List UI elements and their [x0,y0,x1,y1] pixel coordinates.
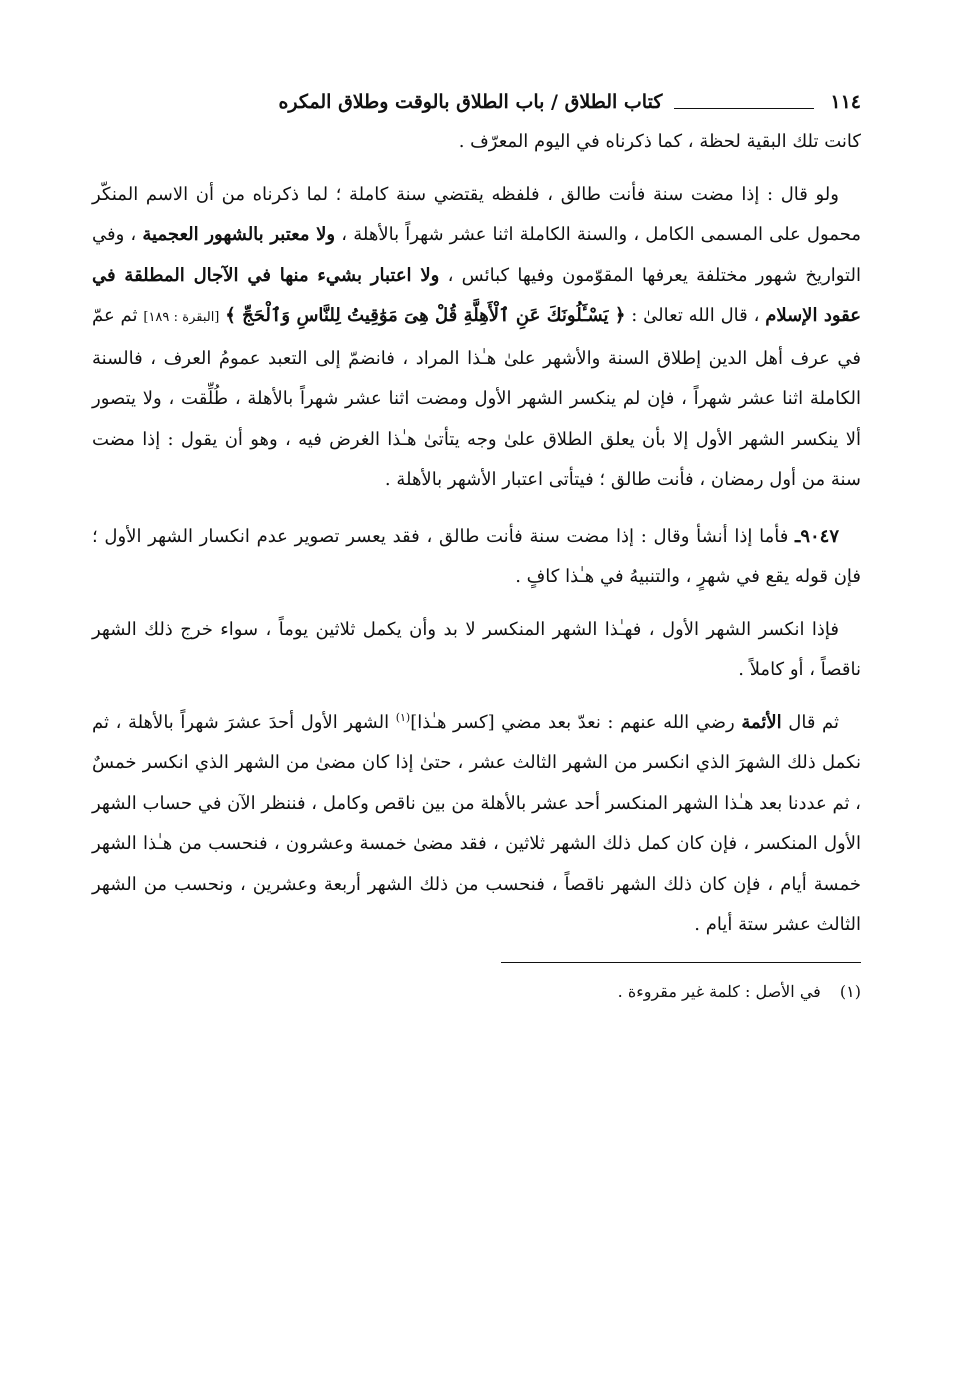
running-header [92,82,861,122]
header-rule [674,108,814,109]
footnote-rule [501,962,861,963]
quran-verse: ﴿ يَسْـَٔلُونَكَ عَنِ ٱلْأَهِلَّةِ قُلْ هِىَ مَوَٰقِيتُ لِلنَّاسِ وَٱلْحَجِّ ﴾ [225,305,626,326]
bold-phrase: الأئمة [741,711,782,733]
paragraph-number: ٩٠٤٧ـ [795,525,839,547]
text-segment: ثم قال [788,711,839,733]
text-segment: ولو قال : إذا مضت سنة فأنت طالق ، فلفظه يقتضي سنة كاملة ؛ لما ذكرناه من أن الاسم المنكّر محمول على المسمى الكامل ، والسنة الكاملة اثنا عشر شهراً بالأهلة ، [92,183,861,245]
paragraph-continuation: كانت تلك البقية لحظة ، كما ذكرناه في اليوم المعرّف . [458,131,861,152]
text-segment: ، قال الله تعالىٰ : [631,305,760,326]
text-segment: رضي الله عنهم : نعدّ بعد مضي [كسر هـٰذا] [410,711,735,733]
bold-phrase: ولا معتبر بالشهور العجمية [142,224,336,245]
footnote [92,977,861,1007]
text-segment: ، وفي التواريخ شهور مختلفة يعرفها المقوّمون وفيها كبائس ، [92,224,861,286]
text-segment: فأما إذا أنشأ وقال : إذا مضت سنة فأنت طالق ، فقد يعسر تصوير عدم انكسار الشهر الأول ؛ فإن قوله يقع في شهرٍ ، والتنبيهُ في هـٰذا كافٍ . [92,525,861,587]
text-segment: ثم عمّ في عرف أهل الدين إطلاق السنة والأشهر علىٰ هـٰذا المراد ، فانضمّ إلى التعبد عمومُ العرف ، فالسنة الكاملة اثنا عشر شهراً ، فإن لم ينكسر الشهر الأول ومضت اثنا عشر شهراً بالأهلة ، طُلِّقت ، ولا يتصور ألا ينكسر الشهر الأول إلا بأن يعلق الطلاق علىٰ وجه يتأتىٰ هـٰذا الغرض فيه ، وهو أن يقول : إذا مضت سنة من أول رمضان ، فأنت طالق ؛ فيتأتى اعتبار الأشهر بالأهلة . [92,305,861,490]
paragraph-broken-month: فإذا انكسر الشهر الأول ، فهـٰذا الشهر المنكسر لا بد وأن يكمل ثلاثين يوماً ، سواء خرج ذلك الشهر ناقصاً ، أو كاملاً . [92,618,861,680]
paragraph-year-rule [92,175,861,501]
footnote-number: (١) [839,981,861,1001]
footnote-text: في الأصل : كلمة غير مقروءة . [617,981,821,1001]
bold-phrase: ولا اعتبار بشيء منها في الآجال المطلقة في عقود الإسلام [92,264,861,326]
paragraph-9047 [92,517,861,598]
footnote-marker: (١) [395,710,411,724]
verse-reference: [البقرة : ١٨٩] [143,310,220,325]
text-segment: الشهر الأول أحدَ عشرَ شهراً بالأهلة ، ثم نكمل ذلك الشهرَ الذي انكسر من الشهر الثالث عشر ، حتىٰ إذا كان مضىٰ من الشهر الذي انكسر خمسٌ ، ثم عددنا بعد هـٰذا الشهر المنكسر أحد عشر بالأهلة من بين ناقص وكامل ، فننظر الآن في حساب الشهر الأول المنكسر ، فإن كان كمل ذلك الشهر ثلاثين ، فقد مضىٰ خمسة وعشرون ، فنحسب من هـٰذا الشهر خمسة أيام ، فإن كان ذلك الشهر ناقصاً ، فنحسب من ذلك الشهر أربعة وعشرين ، ونحسب من الشهر الثالث عشر ستة أيام . [92,711,861,935]
page-number: ١١٤ [830,91,861,113]
header-title: كتاب الطلاق / باب الطلاق بالوقت وطلاق المكره [278,91,663,113]
paragraph-imams-method [92,703,861,946]
